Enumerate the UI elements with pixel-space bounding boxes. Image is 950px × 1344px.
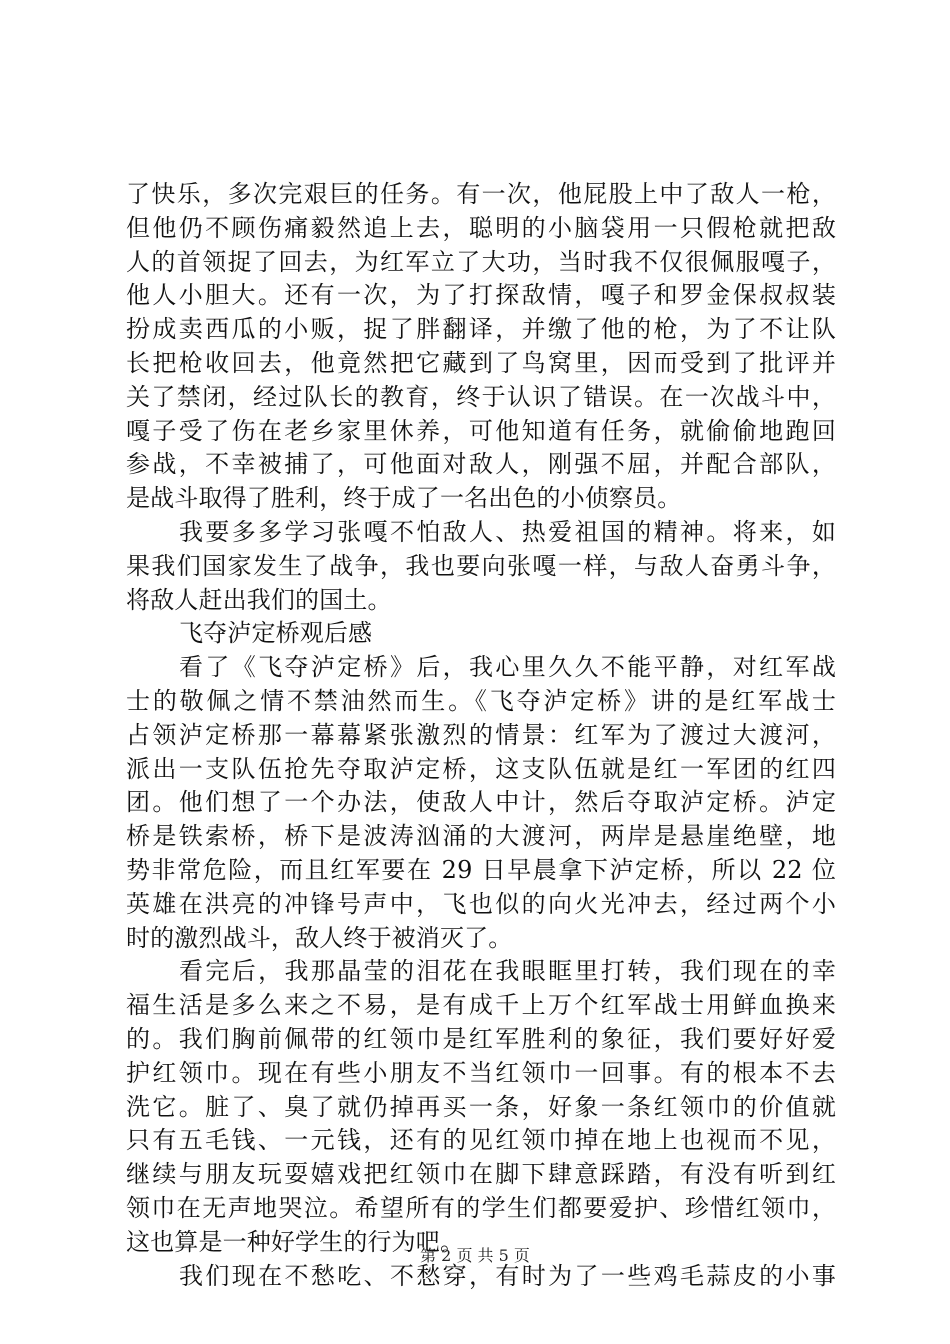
text-line: 时的激烈战斗，敌人终于被消灭了。 — [126, 923, 513, 952]
text-line: 但他仍不顾伤痛毅然追上去，聪明的小脑袋用一只假枪就把敌 — [126, 213, 836, 242]
paragraph-first-line: 我要多多学习张嘎不怕敌人、热爱祖国的精神。将来，如 — [179, 517, 836, 546]
page-number-footer: 第 2 页 共 5 页 — [420, 1246, 530, 1265]
text-line: 福生活是多么来之不易，是有成千上万个红军战士用鲜血换来 — [126, 991, 836, 1020]
text-line: 桥是铁索桥，桥下是波涛汹涌的大渡河，两岸是悬崖绝壁，地 — [126, 822, 836, 851]
text-line: 洗它。脏了、臭了就仍掉再买一条，好象一条红领巾的价值就 — [126, 1092, 836, 1121]
text-line: 领巾在无声地哭泣。希望所有的学生们都要爱护、珍惜红领巾， — [126, 1193, 836, 1222]
text-line: 参战，不幸被捕了，可他面对敌人，刚强不屈，并配合部队， — [126, 450, 836, 479]
text-line: 嘎子受了伤在老乡家里休养，可他知道有任务，就偷偷地跑回 — [126, 416, 836, 445]
text-line: 继续与朋友玩耍嬉戏把红领巾在脚下肆意踩踏，有没有听到红 — [126, 1160, 836, 1189]
paragraph-first-line: 我们现在不愁吃、不愁穿，有时为了一些鸡毛蒜皮的小事 — [179, 1261, 836, 1290]
text-line: 长把枪收回去，他竟然把它藏到了鸟窝里，因而受到了批评并 — [126, 348, 836, 377]
text-line: 了快乐，多次完艰巨的任务。有一次，他屁股上中了敌人一枪， — [126, 180, 836, 208]
text-line: 只有五毛钱、一元钱，还有的见红领巾掉在地上也视而不见， — [126, 1126, 836, 1155]
text-line: 将敌人赶出我们的国土。 — [126, 585, 392, 614]
text-line: 他人小胆大。还有一次，为了打探敌情，嘎子和罗金保叔叔装 — [126, 281, 836, 310]
paragraph-first-line: 看了《飞夺泸定桥》后，我心里久久不能平静，对红军战 — [179, 653, 836, 682]
text-line: 士的敬佩之情不禁油然而生。《飞夺泸定桥》讲的是红军战士 — [126, 686, 836, 715]
text-line: 的。我们胸前佩带的红领巾是红军胜利的象征，我们要好好爱 — [126, 1024, 836, 1053]
body-text — [126, 178, 836, 1293]
paragraph-first-line: 看完后，我那晶莹的泪花在我眼眶里打转，我们现在的幸 — [179, 957, 836, 986]
text-line: 是战斗取得了胜利，终于成了一名出色的小侦察员。 — [126, 484, 682, 513]
text-line: 势非常危险，而且红军要在 29 日早晨拿下泸定桥，所以 22 位 — [126, 855, 836, 884]
section-heading: 飞夺泸定桥观后感 — [179, 619, 373, 648]
text-line: 果我们国家发生了战争，我也要向张嘎一样，与敌人奋勇斗争， — [126, 551, 836, 580]
text-line: 占领泸定桥那一幕幕紧张激烈的情景：红军为了渡过大渡河， — [126, 720, 836, 749]
text-line: 护红领巾。现在有些小朋友不当红领巾一回事。有的根本不去 — [126, 1058, 836, 1087]
text-line: 派出一支队伍抢先夺取泸定桥，这支队伍就是红一军团的红四 — [126, 754, 836, 783]
text-line: 这也算是一种好学生的行为吧。 — [126, 1227, 465, 1256]
text-line: 团。他们想了一个办法，使敌人中计，然后夺取泸定桥。泸定 — [126, 788, 836, 817]
text-line: 英雄在洪亮的冲锋号声中，飞也似的向火光冲去，经过两个小 — [126, 889, 836, 918]
text-line: 扮成卖西瓜的小贩，捉了胖翻译，并缴了他的枪，为了不让队 — [126, 315, 836, 344]
text-line: 关了禁闭，经过队长的教育，终于认识了错误。在一次战斗中， — [126, 382, 836, 411]
text-line: 人的首领捉了回去，为红军立了大功，当时我不仅很佩服嘎子， — [126, 247, 836, 276]
